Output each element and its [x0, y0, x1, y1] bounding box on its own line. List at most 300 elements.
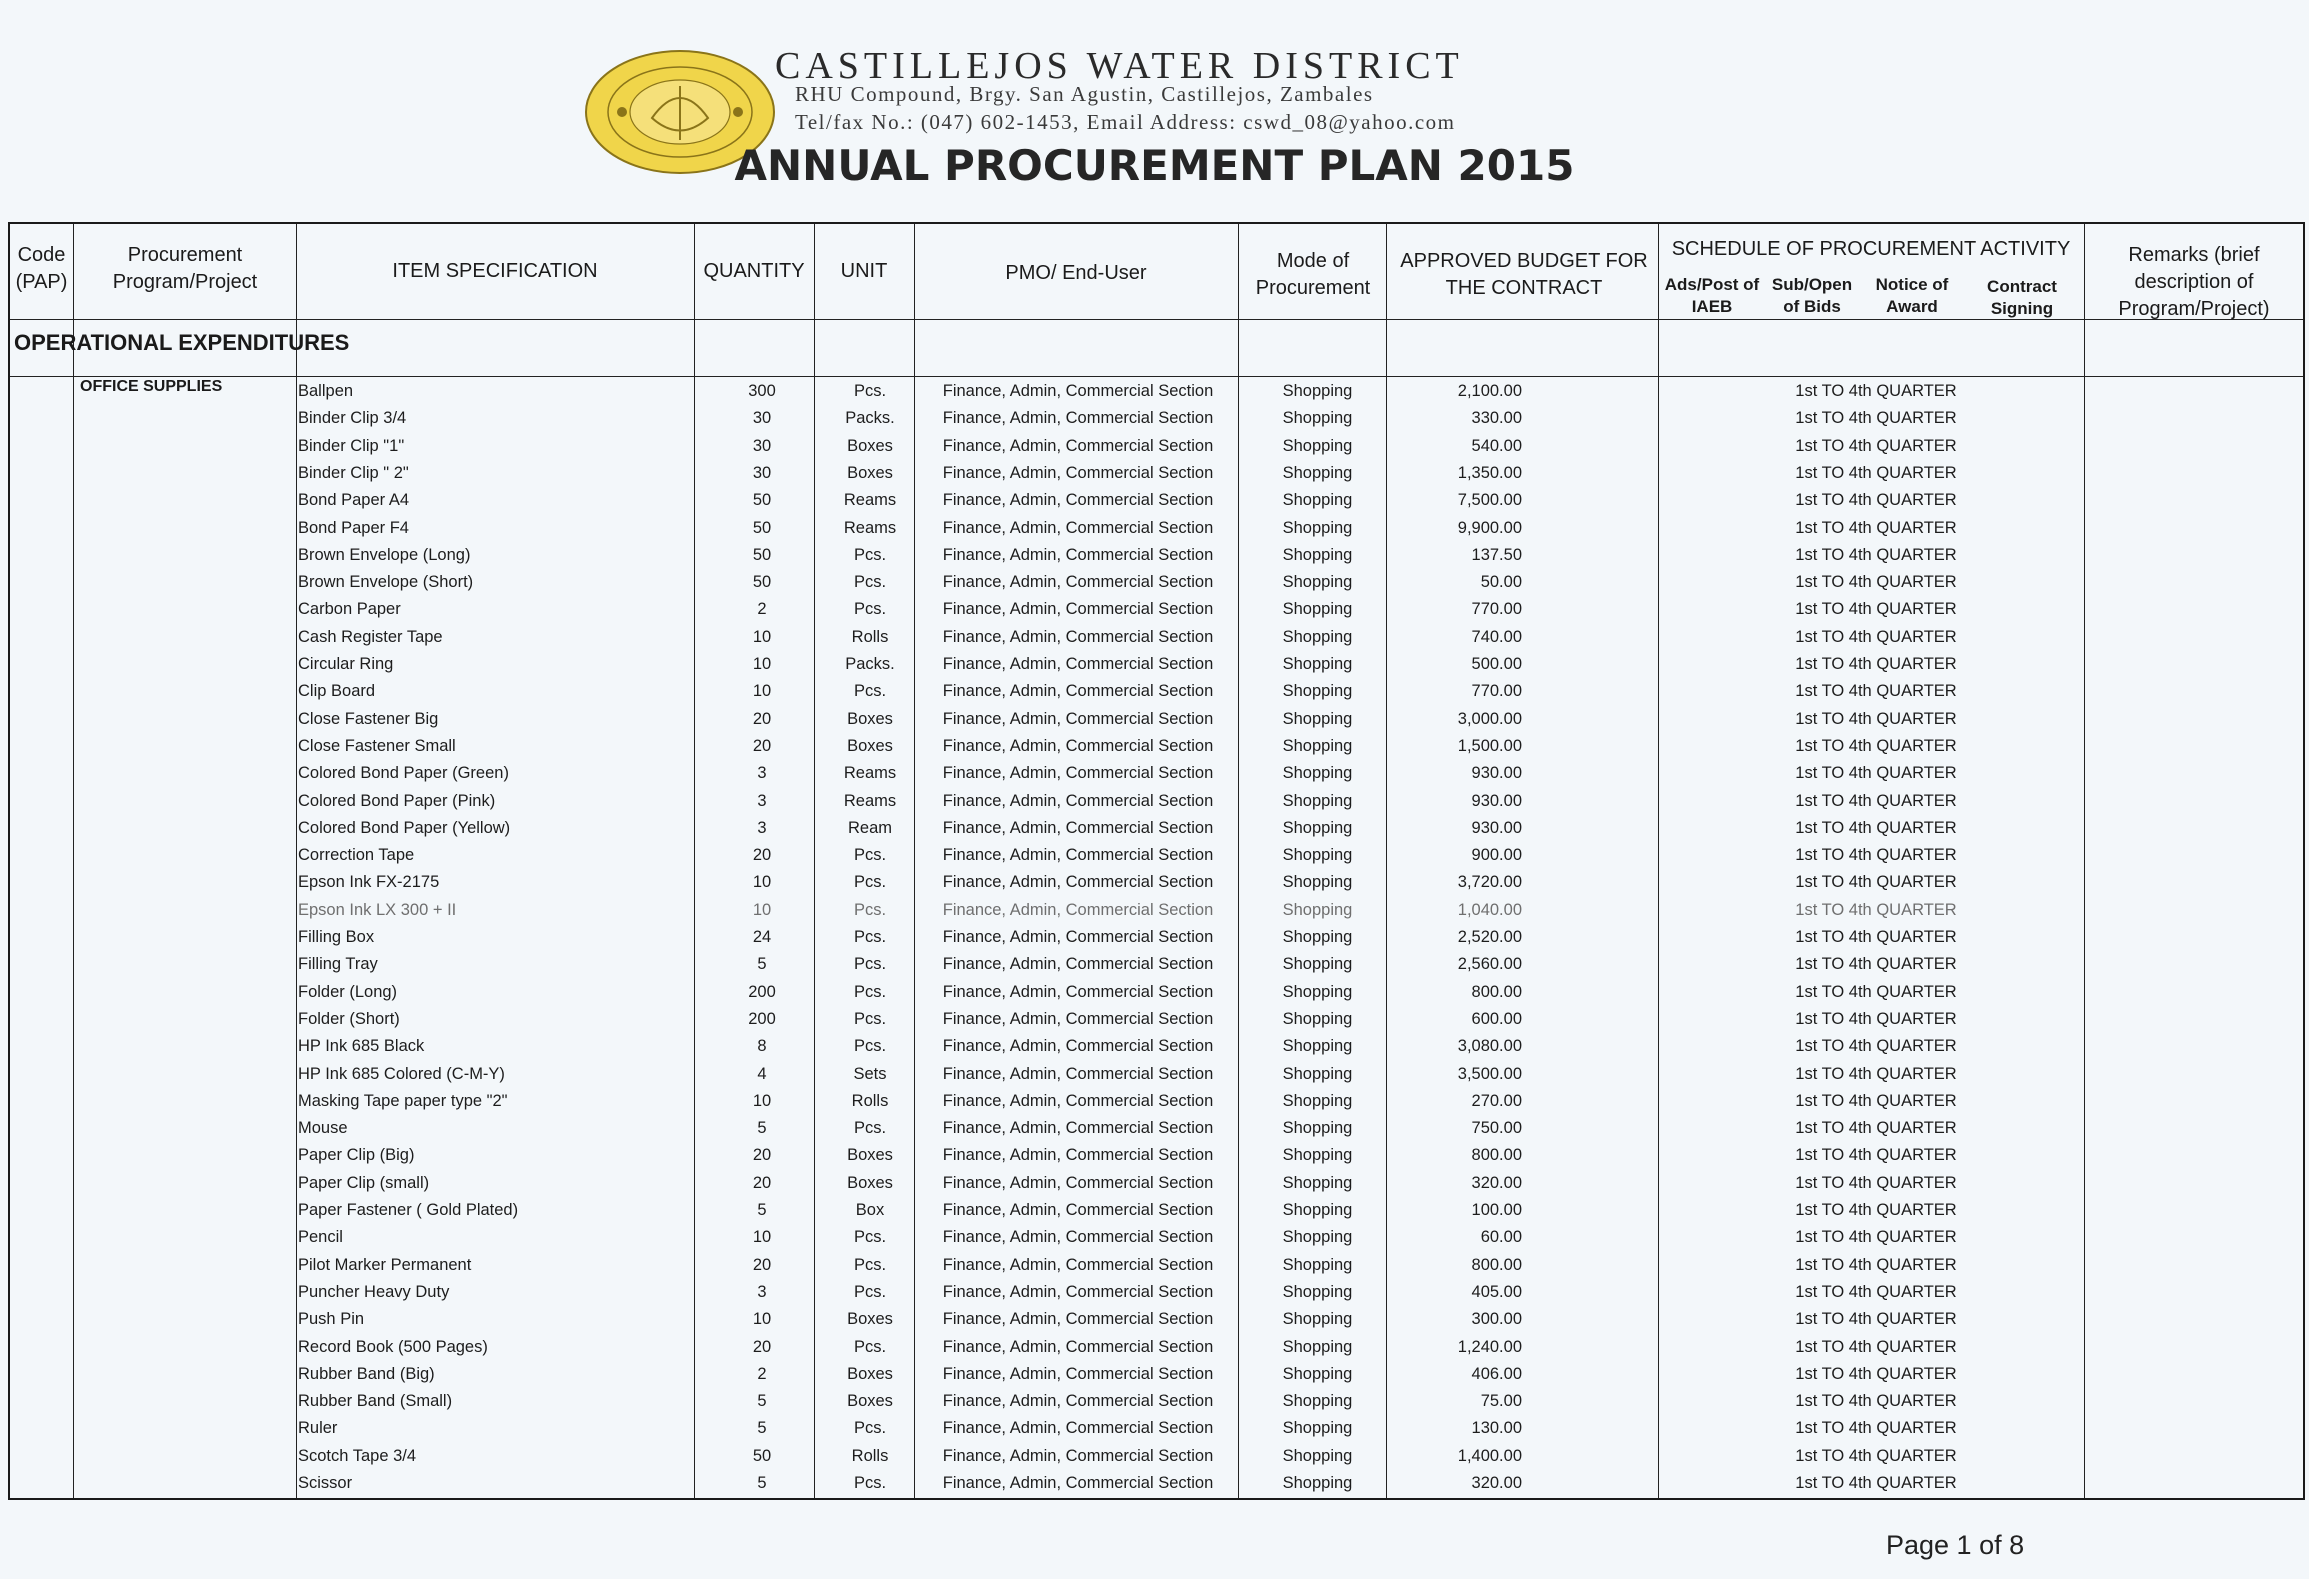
cell-schedule: 1st TO 4th QUARTER [1795, 1446, 1957, 1465]
cell-pmo: Finance, Admin, Commercial Section [942, 382, 1214, 400]
cell-unit: Ream [847, 818, 892, 837]
cell-pmo: Finance, Admin, Commercial Section [942, 682, 1214, 701]
cell-qty: 30 [752, 436, 772, 455]
table-row [10, 651, 2303, 678]
cell-schedule: 1st TO 4th QUARTER [1795, 736, 1957, 755]
cell-mode: Shopping [1282, 846, 1353, 865]
cell-qty: 10 [752, 1310, 772, 1329]
cell-schedule: 1st TO 4th QUARTER [1795, 1064, 1957, 1083]
cell-schedule: 1st TO 4th QUARTER [1795, 463, 1957, 482]
col-header-mode: Mode of Procurement [1255, 250, 1371, 299]
cell-budget: 1,240.00 [1457, 1337, 1522, 1356]
cell-schedule: 1st TO 4th QUARTER [1795, 1310, 1957, 1329]
cell-item: Clip Board [298, 682, 376, 701]
cell-unit: Pcs. [853, 982, 887, 1001]
cell-unit: Pcs. [853, 382, 887, 400]
table-row [10, 678, 2303, 705]
cell-budget: 540.00 [1471, 436, 1522, 455]
cell-unit: Pcs. [853, 955, 887, 974]
cell-mode: Shopping [1282, 655, 1353, 673]
table-row [10, 1115, 2303, 1142]
table-row [10, 760, 2303, 787]
cell-mode: Shopping [1282, 1364, 1353, 1383]
cell-budget: 100.00 [1471, 1201, 1522, 1219]
cell-unit: Rolls [851, 1091, 889, 1110]
cell-pmo: Finance, Admin, Commercial Section [942, 818, 1214, 837]
cell-mode: Shopping [1282, 627, 1353, 646]
cell-budget: 130.00 [1471, 1419, 1522, 1438]
cell-budget: 7,500.00 [1457, 491, 1522, 510]
cell-unit: Reams [843, 491, 897, 510]
cell-mode: Shopping [1282, 1337, 1353, 1356]
cell-unit: Boxes [847, 1146, 893, 1165]
cell-budget: 3,720.00 [1457, 873, 1522, 892]
cell-budget: 3,500.00 [1457, 1064, 1522, 1083]
table-row [10, 460, 2303, 487]
cell-budget: 3,080.00 [1457, 1037, 1522, 1056]
cell-mode: Shopping [1282, 955, 1353, 974]
cell-unit: Pcs. [853, 1009, 887, 1028]
table-row [10, 405, 2303, 432]
cell-qty: 3 [757, 818, 767, 837]
cell-budget: 3,000.00 [1457, 709, 1522, 728]
cell-unit: Boxes [847, 1364, 893, 1383]
cell-qty: 30 [752, 463, 772, 482]
table-row [10, 1334, 2303, 1361]
cell-mode: Shopping [1282, 1201, 1353, 1219]
cell-budget: 800.00 [1471, 1255, 1522, 1274]
cell-budget: 1,350.00 [1457, 463, 1522, 482]
cell-qty: 5 [757, 1474, 767, 1492]
cell-pmo: Finance, Admin, Commercial Section [942, 600, 1214, 619]
cell-unit: Pcs. [853, 1419, 887, 1438]
cell-unit: Box [855, 1201, 885, 1219]
cell-qty: 10 [752, 1091, 772, 1110]
cell-pmo: Finance, Admin, Commercial Section [942, 1282, 1214, 1301]
cell-qty: 3 [757, 1282, 767, 1301]
cell-qty: 20 [752, 1173, 772, 1192]
cell-pmo: Finance, Admin, Commercial Section [942, 764, 1214, 783]
cell-unit: Boxes [847, 436, 893, 455]
cell-pmo: Finance, Admin, Commercial Section [942, 1119, 1214, 1138]
cell-schedule: 1st TO 4th QUARTER [1795, 573, 1957, 592]
cell-qty: 20 [752, 846, 772, 865]
cell-pmo: Finance, Admin, Commercial Section [942, 1310, 1214, 1329]
cell-pmo: Finance, Admin, Commercial Section [942, 1009, 1214, 1028]
cell-qty: 3 [757, 791, 767, 810]
table-row [10, 1388, 2303, 1415]
cell-qty: 10 [752, 655, 772, 673]
cell-budget: 600.00 [1471, 1009, 1522, 1028]
cell-mode: Shopping [1282, 1446, 1353, 1465]
cell-schedule: 1st TO 4th QUARTER [1795, 409, 1957, 428]
table-row [10, 1443, 2303, 1470]
cell-pmo: Finance, Admin, Commercial Section [942, 900, 1214, 919]
col-header-ads-post: Ads/Post of IAEB [1664, 275, 1760, 316]
cell-mode: Shopping [1282, 682, 1353, 701]
cell-unit: Pcs. [853, 1474, 887, 1492]
cell-mode: Shopping [1282, 1282, 1353, 1301]
cell-mode: Shopping [1282, 573, 1353, 592]
cell-pmo: Finance, Admin, Commercial Section [942, 518, 1214, 537]
cell-qty: 5 [757, 1419, 767, 1438]
col-header-pmo: PMO/ End-User [1005, 262, 1147, 284]
table-row [10, 733, 2303, 760]
table-row [10, 624, 2303, 651]
cell-item: Ballpen [298, 382, 354, 400]
col-header-schedule: SCHEDULE OF PROCUREMENT ACTIVITY [1671, 238, 2071, 260]
cell-mode: Shopping [1282, 736, 1353, 755]
cell-unit: Reams [843, 518, 897, 537]
cell-mode: Shopping [1282, 1091, 1353, 1110]
cell-budget: 270.00 [1471, 1091, 1522, 1110]
cell-item: HP Ink 685 Black [298, 1037, 425, 1056]
cell-schedule: 1st TO 4th QUARTER [1795, 1337, 1957, 1356]
cell-item: Brown Envelope (Short) [298, 573, 474, 592]
cell-unit: Boxes [847, 1310, 893, 1329]
col-header-budget: APPROVED BUDGET FOR THE CONTRACT [1400, 250, 1648, 299]
cell-mode: Shopping [1282, 600, 1353, 619]
cell-pmo: Finance, Admin, Commercial Section [942, 846, 1214, 865]
cell-unit: Pcs. [853, 1119, 887, 1138]
cell-pmo: Finance, Admin, Commercial Section [942, 1091, 1214, 1110]
table-row [10, 1088, 2303, 1115]
cell-unit: Pcs. [853, 1228, 887, 1247]
cell-pmo: Finance, Admin, Commercial Section [942, 436, 1214, 455]
cell-budget: 406.00 [1471, 1364, 1522, 1383]
cell-item: Bond Paper A4 [298, 491, 410, 510]
cell-qty: 50 [752, 1446, 772, 1465]
cell-item: Bond Paper F4 [298, 518, 409, 537]
col-header-unit: UNIT [840, 260, 888, 282]
cell-budget: 405.00 [1471, 1282, 1522, 1301]
cell-qty: 200 [748, 982, 776, 1001]
cell-item: Epson Ink LX 300 + II [298, 900, 457, 919]
document-title: ANNUAL PROCUREMENT PLAN 2015 [734, 141, 1575, 190]
cell-budget: 770.00 [1471, 682, 1522, 701]
cell-qty: 24 [752, 928, 772, 946]
cell-pmo: Finance, Admin, Commercial Section [942, 545, 1214, 564]
cell-budget: 330.00 [1471, 409, 1522, 428]
table-row [10, 1306, 2303, 1333]
table-row [10, 869, 2303, 896]
cell-item: Folder (Long) [298, 982, 398, 1001]
cell-mode: Shopping [1282, 1228, 1353, 1247]
cell-mode: Shopping [1282, 545, 1353, 564]
cell-qty: 50 [752, 545, 772, 564]
cell-schedule: 1st TO 4th QUARTER [1795, 655, 1957, 673]
cell-schedule: 1st TO 4th QUARTER [1795, 545, 1957, 564]
table-row [10, 1170, 2303, 1197]
cell-schedule: 1st TO 4th QUARTER [1795, 873, 1957, 892]
cell-schedule: 1st TO 4th QUARTER [1795, 1119, 1957, 1138]
cell-item: Pilot Marker Permanent [298, 1255, 472, 1274]
cell-budget: 300.00 [1471, 1310, 1522, 1329]
cell-mode: Shopping [1282, 982, 1353, 1001]
cell-item: Filling Box [298, 928, 375, 946]
cell-item: Paper Clip (Big) [298, 1146, 415, 1165]
cell-schedule: 1st TO 4th QUARTER [1795, 491, 1957, 510]
cell-schedule: 1st TO 4th QUARTER [1795, 982, 1957, 1001]
cell-schedule: 1st TO 4th QUARTER [1795, 846, 1957, 865]
cell-item: Epson Ink FX-2175 [298, 873, 440, 892]
cell-pmo: Finance, Admin, Commercial Section [942, 655, 1214, 673]
col-header-notice-award: Notice of Award [1875, 275, 1949, 316]
cell-qty: 300 [748, 382, 776, 400]
cell-unit: Boxes [847, 463, 893, 482]
table-row [10, 979, 2303, 1006]
cell-unit: Boxes [847, 736, 893, 755]
cell-item: Filling Tray [298, 955, 378, 974]
cell-schedule: 1st TO 4th QUARTER [1795, 1009, 1957, 1028]
cell-item: Circular Ring [298, 655, 394, 673]
cell-mode: Shopping [1282, 1474, 1353, 1492]
cell-budget: 930.00 [1471, 818, 1522, 837]
cell-pmo: Finance, Admin, Commercial Section [942, 1201, 1214, 1219]
cell-qty: 5 [757, 1392, 767, 1411]
cell-schedule: 1st TO 4th QUARTER [1795, 1282, 1957, 1301]
cell-budget: 137.50 [1471, 545, 1522, 564]
cell-mode: Shopping [1282, 1064, 1353, 1083]
cell-pmo: Finance, Admin, Commercial Section [942, 1446, 1214, 1465]
col-header-remarks: Remarks (brief description of Program/Project) [2118, 244, 2270, 320]
cell-pmo: Finance, Admin, Commercial Section [942, 955, 1214, 974]
cell-qty: 8 [757, 1037, 767, 1056]
cell-mode: Shopping [1282, 900, 1353, 919]
cell-unit: Reams [843, 764, 897, 783]
cell-schedule: 1st TO 4th QUARTER [1795, 1255, 1957, 1274]
cell-schedule: 1st TO 4th QUARTER [1795, 900, 1957, 919]
table-row [10, 1252, 2303, 1279]
table-row [10, 1470, 2303, 1497]
cell-pmo: Finance, Admin, Commercial Section [942, 873, 1214, 892]
cell-unit: Pcs. [853, 928, 887, 946]
cell-pmo: Finance, Admin, Commercial Section [942, 1364, 1214, 1383]
cell-qty: 2 [757, 600, 767, 619]
cell-unit: Pcs. [853, 600, 887, 619]
table-row [10, 815, 2303, 842]
procurement-table [8, 222, 2305, 1500]
section-heading: OPERATIONAL EXPENDITURES [14, 330, 350, 355]
cell-mode: Shopping [1282, 1255, 1353, 1274]
cell-schedule: 1st TO 4th QUARTER [1795, 709, 1957, 728]
cell-mode: Shopping [1282, 409, 1353, 428]
cell-budget: 900.00 [1471, 846, 1522, 865]
cell-schedule: 1st TO 4th QUARTER [1795, 627, 1957, 646]
cell-qty: 200 [748, 1009, 776, 1028]
cell-schedule: 1st TO 4th QUARTER [1795, 682, 1957, 701]
cell-qty: 20 [752, 1255, 772, 1274]
cell-pmo: Finance, Admin, Commercial Section [942, 1146, 1214, 1165]
col-header-contract-signing: Contract Signing [1987, 277, 2057, 318]
cell-schedule: 1st TO 4th QUARTER [1795, 1146, 1957, 1165]
table-row [10, 487, 2303, 514]
table-row [10, 1361, 2303, 1388]
table-row [10, 542, 2303, 569]
cell-qty: 50 [752, 573, 772, 592]
cell-budget: 2,560.00 [1457, 955, 1522, 974]
cell-item: Folder (Short) [298, 1009, 400, 1028]
cell-qty: 30 [752, 409, 772, 428]
cell-budget: 930.00 [1471, 764, 1522, 783]
cell-schedule: 1st TO 4th QUARTER [1795, 382, 1957, 400]
cell-pmo: Finance, Admin, Commercial Section [942, 709, 1214, 728]
cell-mode: Shopping [1282, 1392, 1353, 1411]
table-row [10, 1142, 2303, 1169]
cell-schedule: 1st TO 4th QUARTER [1795, 1364, 1957, 1383]
cell-mode: Shopping [1282, 491, 1353, 510]
cell-item: Close Fastener Big [298, 709, 439, 728]
cell-schedule: 1st TO 4th QUARTER [1795, 928, 1957, 946]
cell-pmo: Finance, Admin, Commercial Section [942, 1419, 1214, 1438]
cell-unit: Pcs. [853, 900, 887, 919]
cell-qty: 20 [752, 1146, 772, 1165]
table-row [10, 706, 2303, 733]
cell-schedule: 1st TO 4th QUARTER [1795, 518, 1957, 537]
cell-pmo: Finance, Admin, Commercial Section [942, 1474, 1214, 1492]
cell-pmo: Finance, Admin, Commercial Section [942, 1228, 1214, 1247]
cell-item: Masking Tape paper type "2" [298, 1091, 508, 1110]
cell-mode: Shopping [1282, 1146, 1353, 1165]
cell-budget: 2,520.00 [1457, 928, 1522, 946]
cell-pmo: Finance, Admin, Commercial Section [942, 573, 1214, 592]
cell-schedule: 1st TO 4th QUARTER [1795, 955, 1957, 974]
table-row [10, 897, 2303, 924]
organization-address: RHU Compound, Brgy. San Agustin, Castillejos, Zambales [795, 82, 1374, 106]
cell-schedule: 1st TO 4th QUARTER [1795, 818, 1957, 837]
cell-budget: 1,400.00 [1457, 1446, 1522, 1465]
cell-mode: Shopping [1282, 1009, 1353, 1028]
cell-item: Puncher Heavy Duty [298, 1282, 450, 1301]
page-number: Page 1 of 8 [1886, 1530, 2025, 1560]
table-row [10, 1061, 2303, 1088]
organization-contact: Tel/fax No.: (047) 602-1453, Email Address: cswd_08@yahoo.com [795, 110, 1456, 134]
col-header-program: Procurement Program/Project [112, 244, 258, 293]
cell-unit: Pcs. [853, 1255, 887, 1274]
cell-pmo: Finance, Admin, Commercial Section [942, 409, 1214, 428]
cell-item: Close Fastener Small [298, 736, 456, 755]
cell-pmo: Finance, Admin, Commercial Section [942, 491, 1214, 510]
cell-pmo: Finance, Admin, Commercial Section [942, 627, 1214, 646]
cell-item: Scissor [298, 1474, 353, 1492]
cell-unit: Pcs. [853, 682, 887, 701]
cell-unit: Pcs. [853, 873, 887, 892]
cell-qty: 2 [757, 1364, 767, 1383]
cell-qty: 10 [752, 900, 772, 919]
cell-pmo: Finance, Admin, Commercial Section [942, 1173, 1214, 1192]
cell-unit: Pcs. [853, 1037, 887, 1056]
cell-qty: 20 [752, 709, 772, 728]
cell-budget: 9,900.00 [1457, 518, 1522, 537]
cell-item: Binder Clip 3/4 [298, 409, 407, 428]
cell-budget: 930.00 [1471, 791, 1522, 810]
cell-budget: 320.00 [1471, 1173, 1522, 1192]
cell-qty: 20 [752, 736, 772, 755]
cell-unit: Pcs. [853, 846, 887, 865]
program-label: OFFICE SUPPLIES [80, 378, 223, 395]
cell-item: Ruler [298, 1419, 338, 1438]
cell-unit: Sets [853, 1064, 887, 1083]
table-row [10, 569, 2303, 596]
cell-pmo: Finance, Admin, Commercial Section [942, 1037, 1214, 1056]
table-row [10, 596, 2303, 623]
cell-unit: Pcs. [853, 1337, 887, 1356]
col-header-code: Code (PAP) [15, 244, 68, 293]
cell-schedule: 1st TO 4th QUARTER [1795, 1474, 1957, 1492]
cell-budget: 500.00 [1471, 655, 1522, 673]
cell-pmo: Finance, Admin, Commercial Section [942, 1255, 1214, 1274]
cell-item: Mouse [298, 1119, 348, 1138]
cell-item: Correction Tape [298, 846, 415, 865]
cell-mode: Shopping [1282, 463, 1353, 482]
cell-unit: Pcs. [853, 1282, 887, 1301]
cell-unit: Boxes [847, 1173, 893, 1192]
cell-qty: 20 [752, 1337, 772, 1356]
cell-item: HP Ink 685 Colored (C-M-Y) [298, 1064, 505, 1083]
table-row [10, 1033, 2303, 1060]
cell-schedule: 1st TO 4th QUARTER [1795, 764, 1957, 783]
cell-item: Rubber Band (Small) [298, 1392, 453, 1411]
table-row [10, 1197, 2303, 1224]
cell-budget: 60.00 [1480, 1228, 1522, 1247]
cell-item: Pencil [298, 1228, 343, 1247]
table-row [10, 515, 2303, 542]
table-row [10, 842, 2303, 869]
cell-mode: Shopping [1282, 873, 1353, 892]
cell-mode: Shopping [1282, 928, 1353, 946]
cell-unit: Packs. [845, 655, 895, 673]
cell-schedule: 1st TO 4th QUARTER [1795, 791, 1957, 810]
cell-item: Brown Envelope (Long) [298, 545, 471, 564]
cell-budget: 800.00 [1471, 982, 1522, 1001]
cell-schedule: 1st TO 4th QUARTER [1795, 600, 1957, 619]
cell-mode: Shopping [1282, 764, 1353, 783]
cell-schedule: 1st TO 4th QUARTER [1795, 1037, 1957, 1056]
cell-pmo: Finance, Admin, Commercial Section [942, 736, 1214, 755]
cell-item: Paper Clip (small) [298, 1173, 430, 1192]
cell-pmo: Finance, Admin, Commercial Section [942, 982, 1214, 1001]
cell-unit: Boxes [847, 1392, 893, 1411]
cell-budget: 2,100.00 [1457, 382, 1522, 400]
cell-item: Colored Bond Paper (Green) [298, 764, 509, 783]
cell-budget: 50.00 [1480, 573, 1522, 592]
table-row [10, 1415, 2303, 1442]
cell-qty: 50 [752, 518, 772, 537]
cell-budget: 740.00 [1471, 627, 1522, 646]
cell-budget: 800.00 [1471, 1146, 1522, 1165]
cell-pmo: Finance, Admin, Commercial Section [942, 463, 1214, 482]
cell-mode: Shopping [1282, 1037, 1353, 1056]
cell-qty: 50 [752, 491, 772, 510]
cell-budget: 320.00 [1471, 1474, 1522, 1492]
cell-budget: 75.00 [1480, 1392, 1522, 1411]
cell-unit: Rolls [851, 1446, 889, 1465]
cell-budget: 770.00 [1471, 600, 1522, 619]
cell-pmo: Finance, Admin, Commercial Section [942, 1392, 1214, 1411]
cell-qty: 10 [752, 873, 772, 892]
cell-item: Colored Bond Paper (Yellow) [298, 818, 511, 837]
cell-qty: 10 [752, 682, 772, 701]
table-row [10, 1279, 2303, 1306]
cell-item: Carbon Paper [298, 600, 401, 619]
cell-pmo: Finance, Admin, Commercial Section [942, 928, 1214, 946]
cell-schedule: 1st TO 4th QUARTER [1795, 1091, 1957, 1110]
table-row [10, 951, 2303, 978]
table-row [10, 378, 2303, 405]
cell-unit: Pcs. [853, 545, 887, 564]
cell-item: Colored Bond Paper (Pink) [298, 791, 496, 810]
cell-schedule: 1st TO 4th QUARTER [1795, 436, 1957, 455]
